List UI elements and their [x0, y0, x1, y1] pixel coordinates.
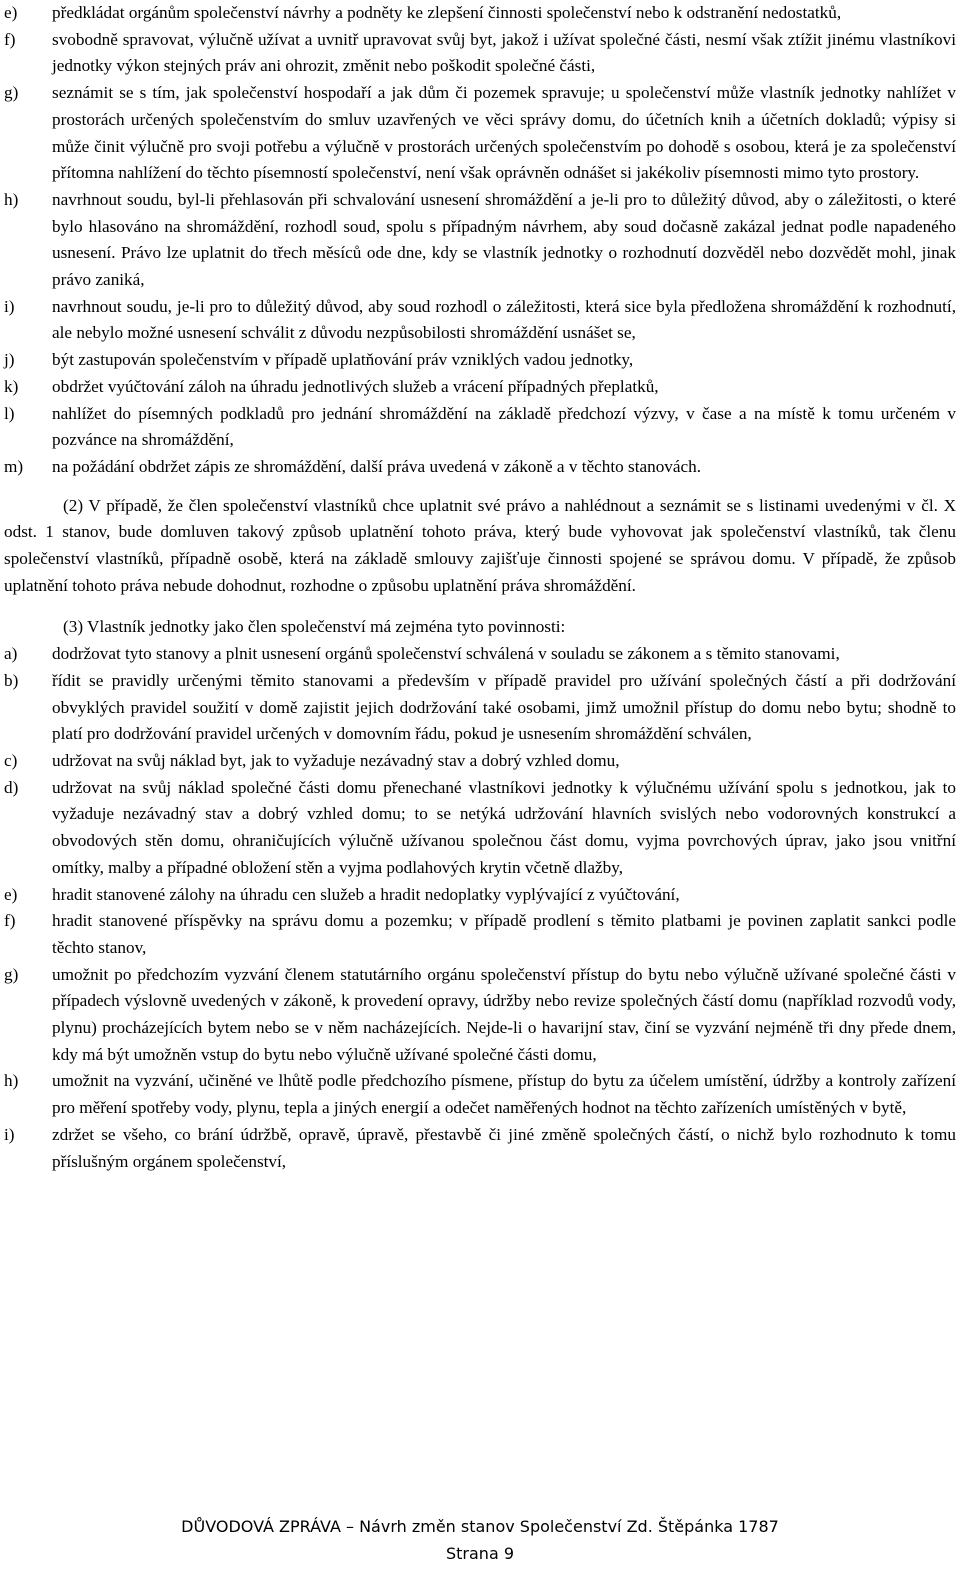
item-label: e): [4, 3, 18, 22]
list-item: [4, 27, 956, 80]
item-text: na požádání obdržet zápis ze shromáždění, další práva uvedená v zákoně a v těchto stanovách.: [52, 456, 702, 476]
item-label: g): [4, 964, 19, 984]
item-label: d): [4, 777, 19, 797]
paragraph-text: Vlastník jednotky jako člen společenství má zejména tyto povinnosti:: [83, 617, 566, 637]
list-item: [4, 0, 956, 27]
member-duties-list: [4, 641, 956, 1175]
list-item: [4, 80, 956, 187]
list-item: [4, 748, 956, 775]
item-label: f): [4, 29, 16, 49]
item-text: být zastupován společenstvím v případě uplatňování práv vzniklých vadou jednotky,: [52, 350, 634, 370]
item-text: udržovat na svůj náklad byt, jak to vyžaduje nezávadný stav a dobrý vzhled domu,: [52, 750, 620, 770]
member-rights-list: [4, 0, 956, 481]
paragraph-3: [4, 614, 956, 641]
item-text: seznámit se s tím, jak společenství hospodaří a jak dům či pozemek spravuje; u společenství může vlastník jednotky nahlížet v prostorách určených společenstvím do smluv uzavřených ve věci správy domu, do účetních knih a účetních dokladů; výpisy si může činit výlučně pro svoji potřebu a výlučně v prostorách určených společenstvím po dohodě s osobou, která je za společenství přítomna nahlížení do těchto písemností společenství, není však oprávněn odnášet si jakékoliv písemnosti mimo tyto prostory.: [52, 83, 956, 183]
paragraph-2: [4, 493, 956, 600]
list-item: [4, 775, 956, 882]
paragraph-number: (2): [63, 495, 84, 515]
item-text: umožnit po předchozím vyzvání členem statutárního orgánu společenství přístup do bytu nebo výlučně užívané společné části v případech výslovně uvedených v zákoně, k provedení opravy, údržby nebo revize společných částí domu (například rozvodů vody, plynu) procházejících bytem nebo se v něm nacházejících. Nejde-li o havarijní stav, činí se vyzvání nejméně tři dny přede dnem, kdy má být umožněn vstup do bytu nebo výlučně užívané společné části domu,: [52, 964, 956, 1064]
item-text: dodržovat tyto stanovy a plnit usnesení orgánů společenství schválená v souladu se zákonem a s těmito stanovami,: [52, 644, 840, 664]
page-number: Strana 9: [445, 1544, 515, 1563]
item-label: g): [4, 83, 19, 103]
item-text: hradit stanovené zálohy na úhradu cen služeb a hradit nedoplatky vyplývající z vyúčtování,: [52, 884, 680, 904]
item-text: umožnit na vyzvání, učiněné ve lhůtě podle předchozího písmene, přístup do bytu za účelem umístění, údržby a kontroly zařízení pro měření spotřeby vody, plynu, tepla a jiných energií a odečet naměřených hodnot na těchto zařízeních umístěných v bytě,: [52, 1071, 956, 1118]
item-text: řídit se pravidly určenými těmito stanovami a především v případě pravidel pro užívání společných částí a při dodržování obvyklých pravidel soužití v domě zajistit jejich dodržování také osobami, jimž umožnil přístup do domu nebo bytu; shodně to platí pro dodržování pravidel určených v domovním řádu, pokud je usnesením shromáždění schválen,: [52, 670, 956, 744]
item-text: navrhnout soudu, byl-li přehlasován při schvalování usnesení shromáždění a je-li pro to důležitý důvod, aby o záležitosti, o které bylo hlasováno na shromáždění, rozhodl soud, spolu s případným návrhem, aby soud dočasně zakázal jednat podle napadeného usnesení. Právo lze uplatnit do třech měsíců ode dne, kdy se vlastník jednotky o rozhodnutí dozvěděl nebo dozvědět mohl, jinak právo zaniká,: [52, 189, 956, 290]
paragraph-text: V případě, že člen společenství vlastníků chce uplatnit své právo a nahlédnout a seznámit se s listinami uvedenými v čl. X odst. 1 stanov, bude domluven takový způsob uplatnění tohoto práva, který bude vyhovovat jak společenství vlastníků, tak členu společenství vlastníků, případně osobě, která na základě smlouvy zajišťuje činnosti spojené se správou domu. V případě, že způsob uplatnění tohoto práva nebude dohodnut, rozhodne o způsobu uplatnění práva shromáždění.: [4, 495, 956, 595]
list-item: [4, 401, 956, 454]
item-text: udržovat na svůj náklad společné části domu přenechané vlastníkovi jednotky k výlučnému užívání spolu s jednotkou, jak to vyžaduje nezávadný stav a dobrý vzhled domu; to se netýká udržování hlavních svislých nebo vodorovných konstrukcí a obvodových stěn domu, ohraničujících výlučně užívanou společnou část domu, vyjma povrchových úprav, jako jsou vnitřní omítky, malby a případné obložení stěn a vyjma podlahových krytin včetně dlažby,: [52, 777, 956, 877]
item-text: zdržet se všeho, co brání údržbě, opravě, úpravě, přestavbě či jiné změně společných částí, o nichž bylo rozhodnuto k tomu příslušným orgánem společenství,: [52, 1124, 956, 1171]
paragraph-number: (3): [63, 617, 84, 637]
item-label: l): [4, 403, 15, 423]
item-text: obdržet vyúčtování záloh na úhradu jednotlivých služeb a vrácení případných přeplatků,: [52, 376, 659, 396]
item-label: e): [4, 884, 18, 904]
list-item: [4, 187, 956, 294]
list-item: [4, 347, 956, 374]
item-label: c): [4, 750, 18, 770]
item-label: i): [4, 296, 15, 316]
item-label: b): [4, 670, 19, 690]
item-label: h): [4, 189, 19, 209]
list-item: [4, 294, 956, 347]
list-item: [4, 908, 956, 961]
list-item: [4, 1122, 956, 1175]
item-label: f): [4, 911, 16, 931]
list-item: [4, 882, 956, 909]
list-item: [4, 668, 956, 748]
item-text: navrhnout soudu, je-li pro to důležitý důvod, aby soud rozhodl o záležitosti, která sice byla předložena shromáždění k rozhodnutí, ale nebylo možné usnesení schválit z důvodu nezpůsobilosti shromáždění usnášet se,: [52, 296, 956, 343]
item-text: svobodně spravovat, výlučně užívat a uvnitř upravovat svůj byt, jakož i užívat společné části, nesmí však ztížit jinému vlastníkovi jednotky výkon stejných práv ani ohrozit, změnit nebo poškodit společné části,: [52, 29, 956, 76]
item-label: k): [4, 376, 19, 396]
item-text: předkládat orgánům společenství návrhy a podněty ke zlepšení činnosti společenství nebo k odstranění nedostatků,: [52, 3, 842, 22]
item-label: j): [4, 350, 15, 370]
list-item: [4, 454, 956, 481]
item-label: i): [4, 1124, 15, 1144]
item-label: h): [4, 1071, 19, 1091]
list-item: [4, 1068, 956, 1121]
list-item: [4, 641, 956, 668]
item-text: hradit stanovené příspěvky na správu domu a pozemku; v případě prodlení s těmito platbami je povinen zaplatit sankci podle těchto stanov,: [52, 911, 956, 957]
list-item: [4, 374, 956, 401]
item-text: nahlížet do písemných podkladů pro jednání shromáždění na základě předchozí výzvy, v čase a na místě k tomu určeném v pozvánce na shromáždění,: [52, 403, 956, 450]
page-footer: [0, 1513, 960, 1567]
footer-title: DŮVODOVÁ ZPRÁVA – Návrh změn stanov Společenství Zd. Štěpánka 1787: [181, 1517, 779, 1536]
document-page: [4, 0, 956, 1175]
item-label: m): [4, 456, 24, 476]
item-label: a): [4, 644, 18, 664]
list-item: [4, 962, 956, 1069]
